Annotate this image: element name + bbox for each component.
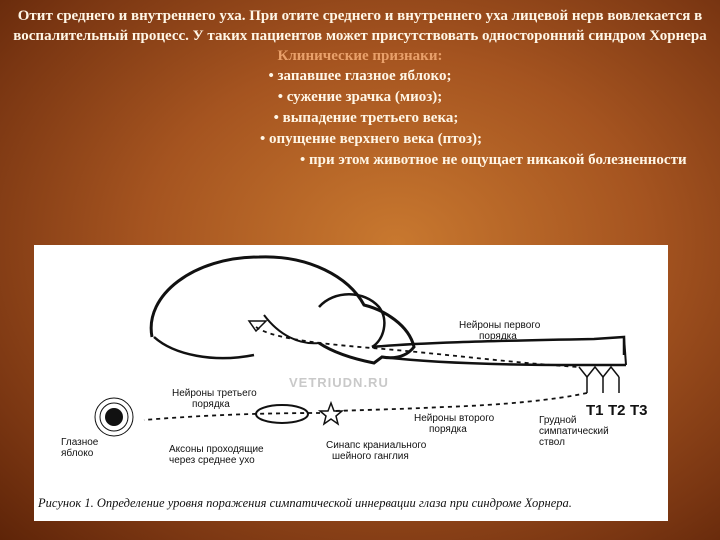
horner-syndrome-figure <box>34 245 668 521</box>
t2-label: T2 <box>608 402 626 419</box>
sympathetic-pathway-diagram <box>34 245 668 495</box>
second-order-label-line2: порядка <box>429 424 467 435</box>
intro-paragraph: Отит среднего и внутреннего уха. При отите среднего и внутреннего уха лицевой нерв вовлекается в воспалительный процесс. У таких пациентов может присутствовать односторонний синдром Хорнера <box>13 8 707 44</box>
list-item: • выпадение третьего века; <box>273 110 459 126</box>
synapse-star-marker <box>320 403 342 424</box>
first-order-label-line2: порядка <box>479 331 517 342</box>
axons-label-line1: Аксоны проходящие <box>169 444 264 455</box>
trunk-label-line3: ствол <box>539 437 565 448</box>
trunk-label-line1: Грудной <box>539 415 577 426</box>
thoracic-ganglia <box>579 367 619 393</box>
synapse-label-line1: Синапс краниального <box>326 440 427 451</box>
slide-text <box>0 6 720 171</box>
second-order-pathway <box>334 393 587 411</box>
synapse-label-line2: шейного ганглия <box>332 451 409 462</box>
third-order-pathway <box>144 413 320 420</box>
axons-label-line2: через среднее ухо <box>169 455 255 466</box>
eyeball-icon <box>95 398 133 436</box>
list-item: • сужение зрачка (миоз); <box>277 89 443 105</box>
watermark: VETRIUDN.RU <box>289 375 389 390</box>
eyeball-label-line1: Глазное <box>61 437 99 448</box>
clinical-signs-heading: Клинические признаки: <box>277 48 443 64</box>
trunk-label-line2: симпатический <box>539 426 609 437</box>
first-order-label-line1: Нейроны первого <box>459 320 541 331</box>
t1-label: T1 <box>586 402 604 419</box>
hypothalamus-marker <box>249 321 266 331</box>
t3-label: T3 <box>630 402 648 419</box>
brain-lower-curve <box>264 315 319 343</box>
clinical-signs-list <box>0 66 720 171</box>
list-item: • опущение верхнего века (птоз); <box>260 131 482 147</box>
third-order-label-line1: Нейроны третьего <box>172 388 257 399</box>
second-order-label-line1: Нейроны второго <box>414 413 495 424</box>
list-item: • запавшее глазное яблоко; <box>268 68 452 84</box>
eyeball-label-line2: яблоко <box>61 448 94 459</box>
cerebellum-outline <box>319 294 384 347</box>
list-item: • при этом животное не ощущает никакой болезненности <box>300 152 687 168</box>
third-order-label-line2: порядка <box>192 399 230 410</box>
figure-caption: Рисунок 1. Определение уровня поражения симпатической иннервации глаза при синдроме Хорнера. <box>38 496 572 510</box>
brainstem-outline <box>154 337 254 358</box>
